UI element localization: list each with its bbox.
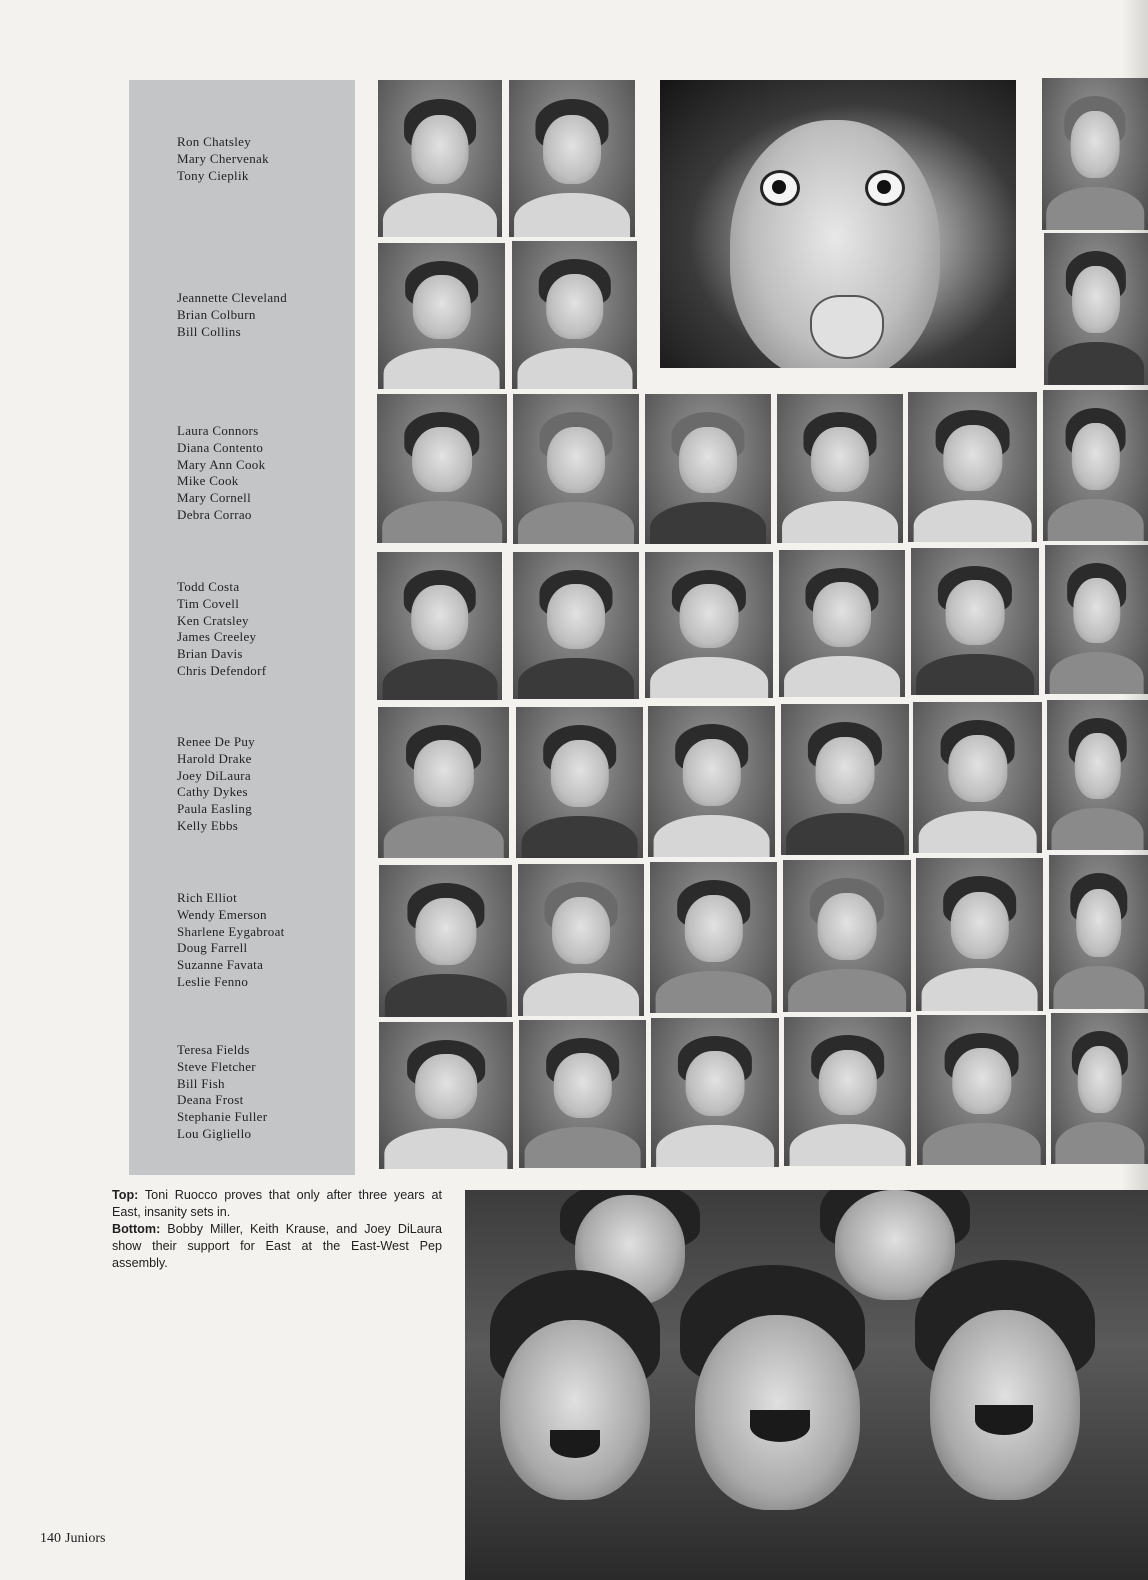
student-name: Chris Defendorf xyxy=(177,662,267,678)
student-portrait xyxy=(1051,1013,1148,1164)
student-portrait xyxy=(917,1015,1046,1165)
student-portrait xyxy=(516,707,643,858)
student-portrait xyxy=(377,394,507,543)
student-portrait xyxy=(519,1020,646,1168)
student-name: Mary Cornell xyxy=(177,490,252,506)
student-portrait xyxy=(911,548,1039,695)
student-portrait xyxy=(781,704,909,855)
student-name: Bill Fish xyxy=(177,1075,225,1091)
student-name: Joey DiLaura xyxy=(177,767,251,783)
student-portrait xyxy=(1043,390,1148,541)
student-portrait xyxy=(378,80,502,237)
student-portrait xyxy=(1049,855,1148,1009)
student-portrait xyxy=(645,552,773,698)
student-name: Mary Ann Cook xyxy=(177,456,266,472)
student-name: Diana Contento xyxy=(177,439,264,455)
student-name: Jeannette Cleveland xyxy=(177,290,288,305)
page-number: 140 xyxy=(40,1531,61,1546)
student-portrait xyxy=(777,394,903,543)
student-portrait xyxy=(650,862,777,1013)
student-name: Deana Frost xyxy=(177,1092,244,1108)
student-name: Mike Cook xyxy=(177,473,239,489)
student-portrait xyxy=(377,552,502,700)
student-portrait xyxy=(1045,545,1148,694)
student-name: Teresa Fields xyxy=(177,1042,250,1057)
student-name: Cathy Dykes xyxy=(177,784,248,800)
student-name: Kelly Ebbs xyxy=(177,817,239,833)
caption-bottom-label: Bottom: xyxy=(112,1222,161,1236)
student-name: Stephanie Fuller xyxy=(177,1109,268,1125)
student-portrait xyxy=(379,865,512,1017)
student-portrait xyxy=(645,394,771,544)
student-portrait xyxy=(512,241,637,389)
student-portrait xyxy=(783,860,911,1012)
student-portrait xyxy=(509,80,635,237)
student-name: Ron Chatsley xyxy=(177,134,252,149)
section-title: Juniors xyxy=(65,1531,106,1546)
student-name: Todd Costa xyxy=(177,579,240,594)
name-group-6 xyxy=(177,890,285,991)
student-name: Leslie Fenno xyxy=(177,973,249,989)
name-group-3 xyxy=(177,423,265,524)
student-portrait xyxy=(378,707,509,858)
student-portrait xyxy=(651,1018,779,1167)
name-group-1 xyxy=(177,134,269,184)
student-portrait xyxy=(648,706,775,857)
student-name: Suzanne Favata xyxy=(177,957,264,973)
student-portrait xyxy=(913,702,1042,853)
feature-photo-top xyxy=(660,80,1016,368)
student-name: Renee De Puy xyxy=(177,734,255,749)
page-footer xyxy=(40,1531,109,1547)
student-name: Doug Farrell xyxy=(177,940,248,956)
student-name: James Creeley xyxy=(177,629,257,645)
student-name: Tony Cieplik xyxy=(177,167,249,183)
photo-caption xyxy=(112,1187,442,1272)
student-name: Sharlene Eygabroat xyxy=(177,923,285,939)
caption-top-text: Toni Ruocco proves that only after three years at East, insanity sets in. xyxy=(112,1188,442,1219)
student-name: Laura Connors xyxy=(177,423,259,438)
name-group-5 xyxy=(177,734,255,835)
name-group-2 xyxy=(177,290,287,340)
student-name: Tim Covell xyxy=(177,595,240,611)
name-group-7 xyxy=(177,1042,267,1143)
student-portrait xyxy=(1047,700,1148,850)
student-name: Mary Chervenak xyxy=(177,150,269,166)
student-name: Brian Colburn xyxy=(177,306,256,322)
student-name: Debra Corrao xyxy=(177,506,252,522)
student-name: Steve Fletcher xyxy=(177,1058,256,1074)
student-portrait xyxy=(1042,78,1148,230)
student-portrait xyxy=(1044,233,1148,385)
student-name: Harold Drake xyxy=(177,750,252,766)
caption-top-label: Top: xyxy=(112,1188,139,1202)
student-portrait xyxy=(518,864,644,1016)
student-portrait xyxy=(513,552,639,699)
student-name: Rich Elliot xyxy=(177,890,237,905)
student-portrait xyxy=(379,1022,513,1169)
student-portrait xyxy=(784,1017,911,1166)
student-portrait xyxy=(908,392,1037,542)
name-group-4 xyxy=(177,579,266,680)
name-panel xyxy=(129,80,355,1175)
student-portrait xyxy=(779,550,905,697)
student-name: Paula Easling xyxy=(177,801,253,817)
student-name: Brian Davis xyxy=(177,646,243,662)
student-name: Wendy Emerson xyxy=(177,906,267,922)
student-name: Bill Collins xyxy=(177,323,241,339)
caption-bottom-text: Bobby Miller, Keith Krause, and Joey DiLaura show their support for East at the East-West Pep assembly. xyxy=(112,1222,442,1270)
student-portrait xyxy=(916,858,1043,1011)
student-portrait xyxy=(378,243,505,389)
student-portrait xyxy=(513,394,639,544)
student-name: Lou Gigliello xyxy=(177,1125,252,1141)
feature-photo-bottom xyxy=(465,1190,1148,1580)
student-name: Ken Cratsley xyxy=(177,612,249,628)
